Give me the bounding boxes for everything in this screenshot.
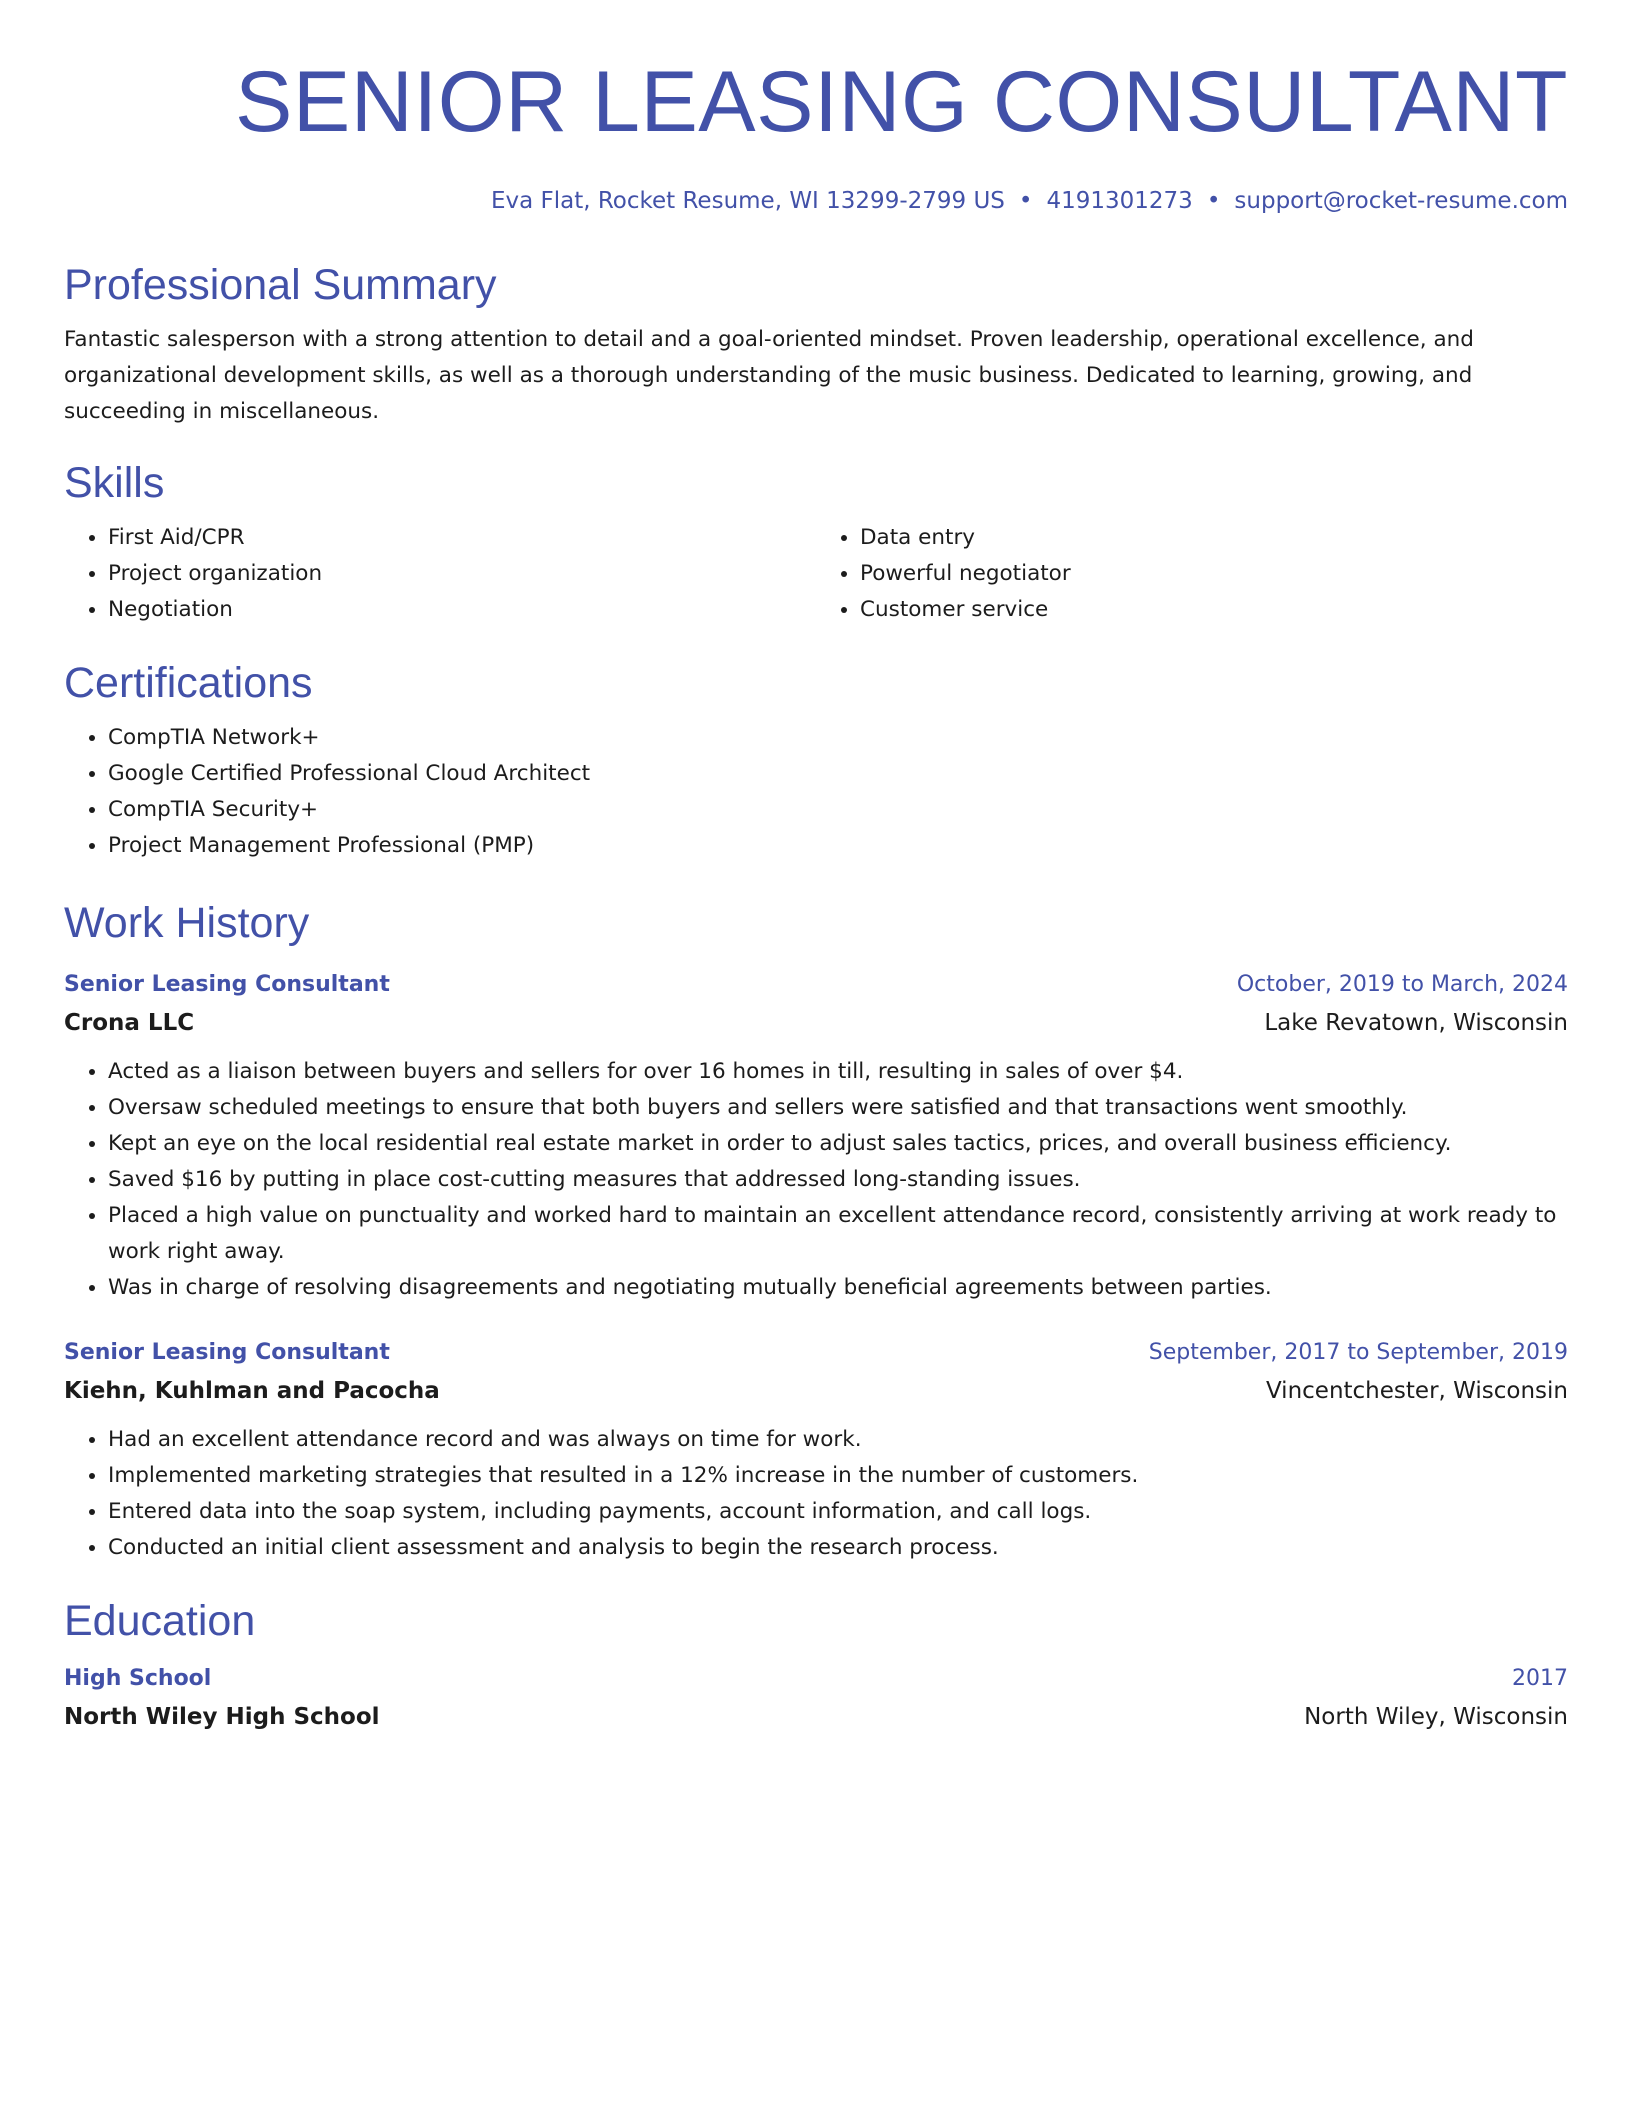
resume-title: SENIOR LEASING CONSULTANT	[235, 54, 1568, 150]
job-company: Crona LLC	[64, 1010, 195, 1036]
job-bullet: • Conducted an initial client assessment and analysis to begin the research process.	[108, 1530, 1568, 1566]
job-bullet: • Was in charge of resolving disagreements and negotiating mutually beneficial agreements between parties.	[108, 1270, 1568, 1306]
skills-list-right	[816, 520, 1568, 628]
summary-text: Fantastic salesperson with a strong attention to detail and a goal-oriented mindset. Proven leadership, operational excellence, and organizational development skills, as well as a thorough understanding of the music business. Dedicated to learning, growing, and succeeding in miscellaneous.	[64, 327, 1474, 424]
summary-heading: Professional Summary	[64, 261, 497, 309]
contact-address: Eva Flat, Rocket Resume, WI 13299-2799 US	[490, 188, 1005, 214]
job-dates: September, 2017 to September, 2019	[1148, 1340, 1568, 1365]
education-location: North Wiley, Wisconsin	[1304, 1704, 1568, 1730]
education-entry	[64, 1660, 1568, 1736]
education-year: 2017	[1512, 1666, 1568, 1691]
education-degree: High School	[64, 1666, 212, 1691]
job-entry	[64, 966, 1568, 1306]
certifications-list	[64, 720, 1568, 864]
contact-separator: •	[1206, 188, 1221, 214]
skill-item: • Powerful negotiator	[860, 556, 1568, 592]
education-heading: Education	[64, 1597, 256, 1645]
job-location: Lake Revatown, Wisconsin	[1264, 1010, 1568, 1036]
skill-item: • Negotiation	[108, 592, 816, 628]
job-entry	[64, 1334, 1568, 1566]
contact-line	[64, 186, 1568, 216]
job-company: Kiehn, Kuhlman and Pacocha	[64, 1378, 440, 1404]
job-bullet: • Kept an eye on the local residential real estate market in order to adjust sales tactics, prices, and overall business efficiency.	[108, 1126, 1568, 1162]
job-bullet: • Entered data into the soap system, including payments, account information, and call logs.	[108, 1494, 1568, 1530]
skills-grid	[64, 520, 1568, 628]
job-bullet: • Oversaw scheduled meetings to ensure that both buyers and sellers were satisfied and that transactions went smoothly.	[108, 1090, 1568, 1126]
certification-item: • Google Certified Professional Cloud Architect	[108, 756, 1568, 792]
resume-header	[64, 54, 1568, 216]
skill-item: • Project organization	[108, 556, 816, 592]
job-location: Vincentchester, Wisconsin	[1265, 1378, 1568, 1404]
job-bullets	[64, 1422, 1568, 1566]
certification-item: • Project Management Professional (PMP)	[108, 828, 1568, 864]
job-role: Senior Leasing Consultant	[64, 972, 390, 997]
work-history-heading: Work History	[64, 899, 310, 947]
skill-item: • Data entry	[860, 520, 1568, 556]
contact-phone: 4191301273	[1046, 188, 1193, 214]
certification-item: • CompTIA Network+	[108, 720, 1568, 756]
skills-list-left	[64, 520, 816, 628]
skills-heading: Skills	[64, 459, 165, 507]
job-bullet: • Placed a high value on punctuality and worked hard to maintain an excellent attendance record, consistently arriving at work ready to work right away.	[108, 1198, 1568, 1270]
certification-item: • CompTIA Security+	[108, 792, 1568, 828]
job-bullet: • Had an excellent attendance record and was always on time for work.	[108, 1422, 1568, 1458]
skill-item: • Customer service	[860, 592, 1568, 628]
job-dates: October, 2019 to March, 2024	[1236, 972, 1568, 997]
job-bullets	[64, 1054, 1568, 1306]
job-role: Senior Leasing Consultant	[64, 1340, 390, 1365]
job-bullet: • Implemented marketing strategies that resulted in a 12% increase in the number of customers.	[108, 1458, 1568, 1494]
job-bullet: • Acted as a liaison between buyers and sellers for over 16 homes in till, resulting in sales of over $4.	[108, 1054, 1568, 1090]
skill-item: • First Aid/CPR	[108, 520, 816, 556]
job-bullet: • Saved $16 by putting in place cost-cutting measures that addressed long-standing issues.	[108, 1162, 1568, 1198]
education-school: North Wiley High School	[64, 1704, 380, 1730]
contact-separator: •	[1018, 188, 1033, 214]
contact-email: support@rocket-resume.com	[1234, 188, 1568, 214]
certifications-heading: Certifications	[64, 659, 313, 707]
